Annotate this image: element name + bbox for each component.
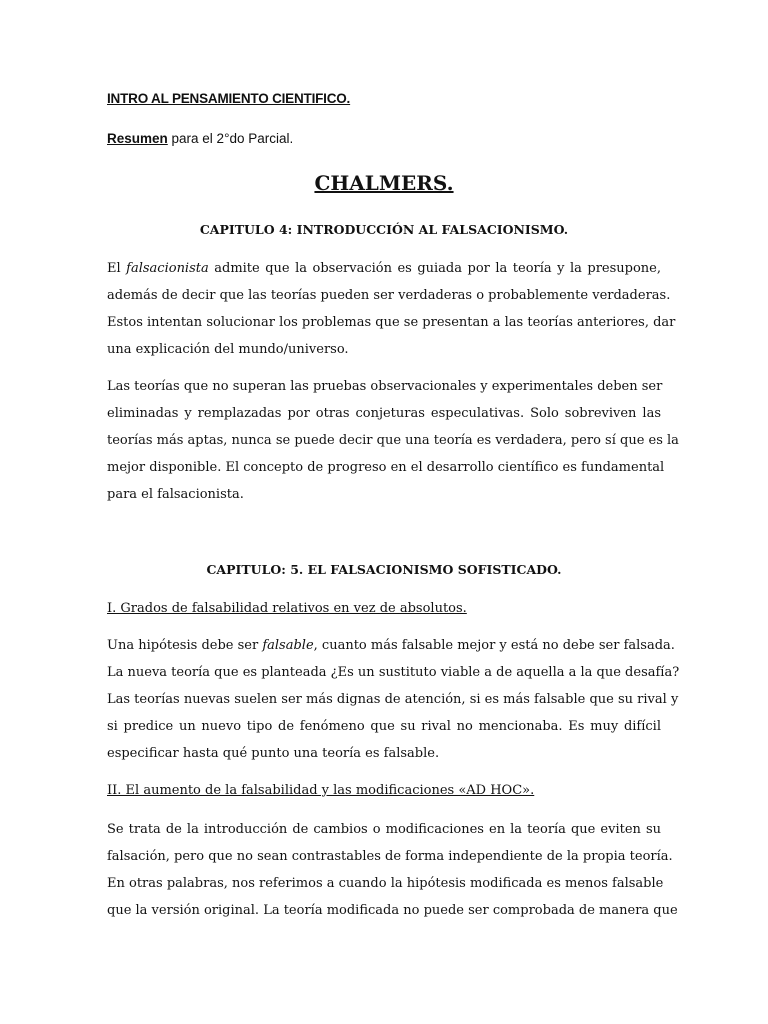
paragraph-line: especificar hasta qué punto una teoría es falsable. bbox=[107, 746, 440, 761]
chapter-4-title: CAPITULO 4: INTRODUCCIÓN AL FALSACIONISMO. bbox=[199, 222, 569, 237]
chapter-4-paragraph-2 bbox=[107, 373, 679, 508]
paragraph-line: para el falsacionista. bbox=[107, 487, 244, 502]
paragraph-line: Se trata de la introducción de cambios o modificaciones en la teoría que eviten su bbox=[107, 822, 661, 837]
summary-label: Resumen bbox=[107, 131, 168, 146]
section-1-title: I. Grados de falsabilidad relativos en vez de absolutos. bbox=[107, 601, 467, 616]
section-1-paragraph bbox=[107, 632, 680, 767]
emphasis: falsacionista bbox=[126, 261, 209, 276]
paragraph-line: En otras palabras, nos referimos a cuando la hipótesis modificada es menos falsable bbox=[107, 876, 664, 891]
paragraph-line: si predice un nuevo tipo de fenómeno que su rival no mencionaba. Es muy difícil bbox=[107, 719, 661, 734]
paragraph-line: La nueva teoría que es planteada ¿Es un sustituto viable a de aquella a la que desafía? bbox=[107, 665, 680, 680]
chapter-5-title: CAPITULO: 5. EL FALSACIONISMO SOFISTICADO. bbox=[206, 562, 562, 577]
paragraph-line: Las teorías nuevas suelen ser más dignas de atención, si es más falsable que su rival y bbox=[107, 692, 679, 707]
paragraph-line: una explicación del mundo/universo. bbox=[107, 342, 349, 357]
paragraph-line: además de decir que las teorías pueden ser verdaderas o probablemente verdaderas. bbox=[107, 288, 671, 303]
emphasis: falsable bbox=[262, 638, 314, 653]
chapter-4-paragraph-1 bbox=[107, 255, 676, 363]
paragraph-line: Estos intentan solucionar los problemas que se presentan a las teorías anteriores, dar bbox=[107, 315, 676, 330]
course-header: INTRO AL PENSAMIENTO CIENTIFICO. bbox=[107, 91, 351, 106]
summary-subtitle bbox=[107, 131, 293, 146]
paragraph-line: eliminadas y remplazadas por otras conjeturas especulativas. Solo sobreviven las bbox=[107, 406, 661, 421]
paragraph-line: que la versión original. La teoría modificada no puede ser comprobada de manera que bbox=[107, 903, 678, 918]
document-title: CHALMERS. bbox=[314, 171, 454, 195]
summary-rest: para el 2°do Parcial. bbox=[167, 131, 294, 146]
section-2-title: II. El aumento de la falsabilidad y las modificaciones «AD HOC». bbox=[107, 783, 535, 798]
paragraph-line: mejor disponible. El concepto de progreso en el desarrollo científico es fundamental bbox=[107, 460, 665, 475]
paragraph-line: falsación, pero que no sean contrastables de forma independiente de la propia teoría. bbox=[107, 849, 673, 864]
paragraph-line: Las teorías que no superan las pruebas observacionales y experimentales deben ser bbox=[107, 379, 663, 394]
paragraph-line: teorías más aptas, nunca se puede decir que una teoría es verdadera, pero sí que es la bbox=[107, 433, 679, 448]
paragraph-line: Una hipótesis debe ser falsable, cuanto más falsable mejor y está no debe ser falsada. bbox=[107, 638, 675, 653]
paragraph-line: El falsacionista admite que la observación es guiada por la teoría y la presupone, bbox=[107, 261, 662, 276]
section-2-paragraph bbox=[107, 816, 678, 924]
